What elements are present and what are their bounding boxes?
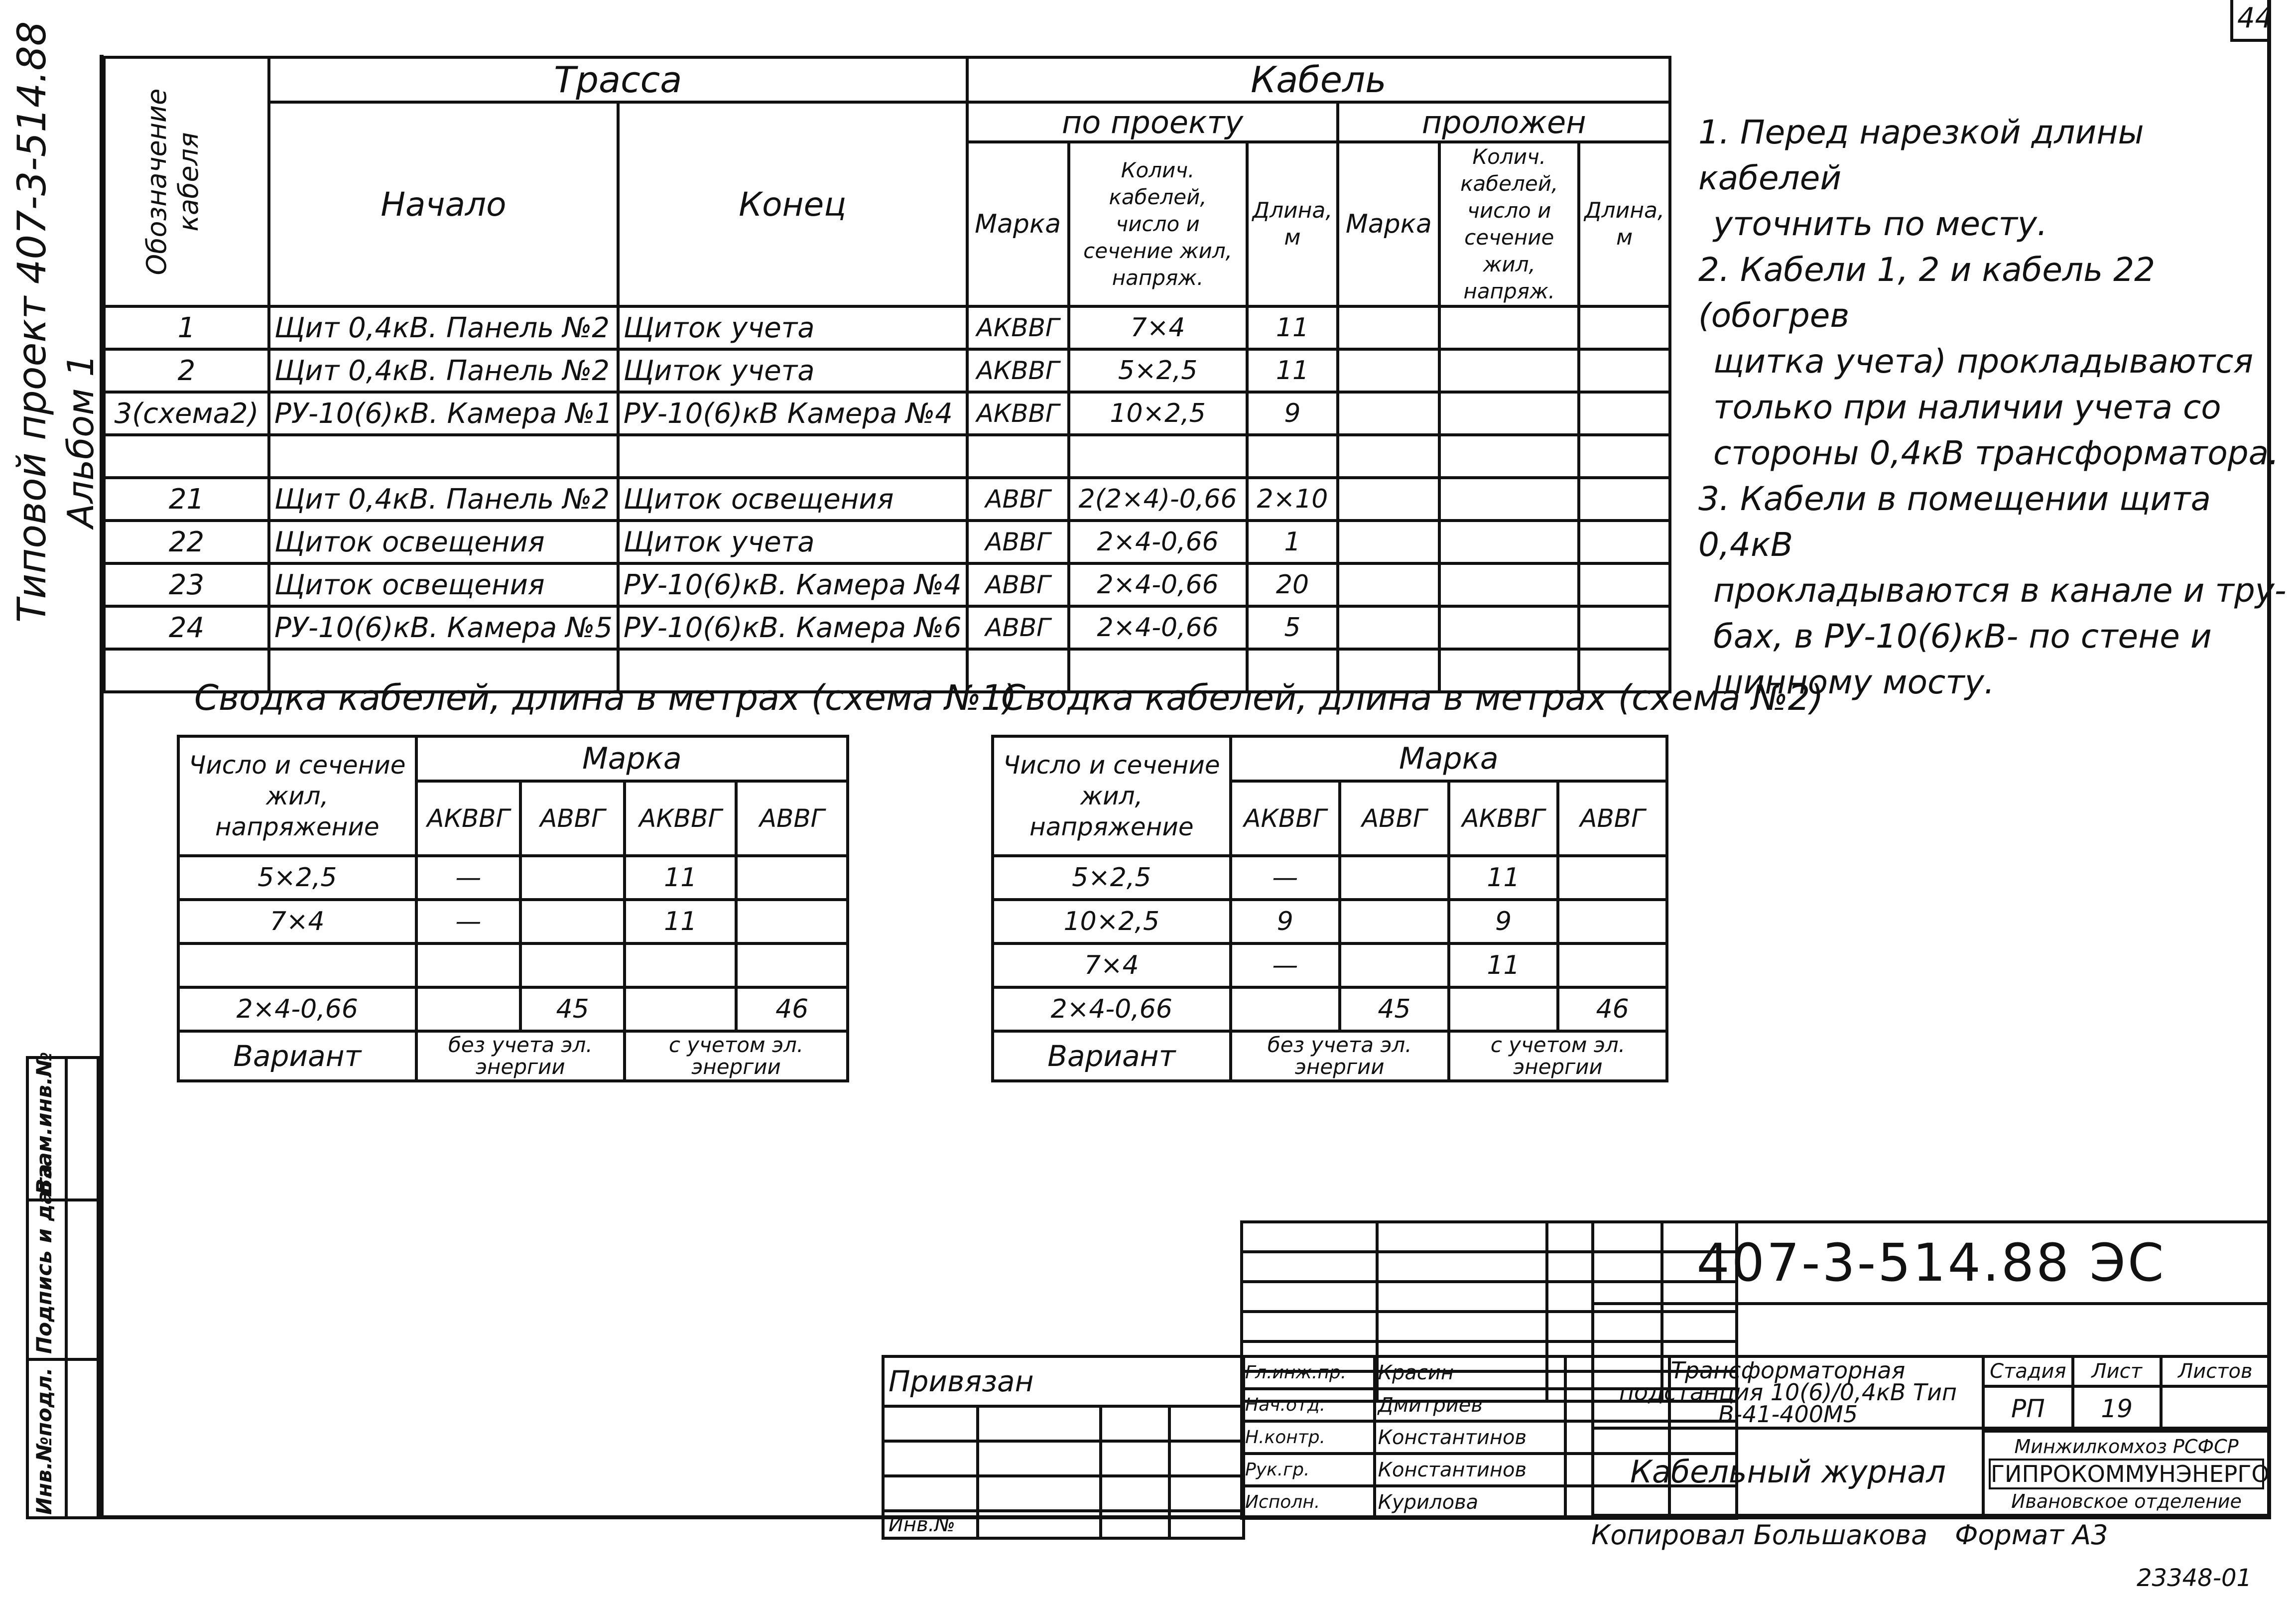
cell-section-laid: [1439, 478, 1579, 521]
docname-box: [1591, 1427, 1985, 1517]
cell-length: [520, 856, 625, 900]
cell-length: —: [416, 900, 521, 943]
cell-length: [736, 943, 848, 987]
cell-section-laid: [1439, 521, 1579, 563]
cell-brand-laid: [1338, 478, 1439, 521]
cell-length: —: [416, 856, 521, 900]
cell-designation: 22: [104, 521, 269, 563]
corner-box-bottom: [2230, 39, 2270, 42]
code-box: [1591, 1220, 2271, 1305]
document-name: Кабельный журнал: [1630, 1454, 1946, 1490]
note-line: 3. Кабели в помещении щита 0,4кВ: [1698, 480, 2211, 564]
summary1-with-metering: с учетом эл. энергии: [625, 1031, 848, 1081]
cell-length: 11: [1247, 349, 1338, 392]
cell-length: 1: [1247, 521, 1338, 563]
summary1-no-metering: без учета эл. энергии: [416, 1031, 625, 1081]
cell-length-laid: [1579, 606, 1670, 649]
cell-length: [1340, 900, 1449, 943]
cell-length: 11: [625, 856, 736, 900]
signature-role: Исполн.: [1242, 1486, 1375, 1518]
header-start: Начало: [269, 102, 618, 306]
cell-length: 9: [1449, 900, 1558, 943]
cell-end: Щиток освещения: [618, 478, 967, 521]
cell-length: [1247, 435, 1338, 478]
cell-brand-laid: [1338, 606, 1439, 649]
cell-section: 5×2,5: [993, 856, 1231, 900]
side-title-line2: Альбом 1: [60, 354, 102, 528]
cell-end: Щиток учета: [618, 349, 967, 392]
cell-length: [416, 987, 521, 1031]
cell-section: 2×4-0,66: [178, 987, 416, 1031]
cell-length: [520, 900, 625, 943]
summary2-col: АВВГ: [1340, 781, 1449, 856]
cell-section: [1069, 435, 1247, 478]
signature-name: Красин: [1375, 1356, 1566, 1389]
summary2-table: [991, 735, 1668, 1082]
note-line: шинному мосту.: [1713, 663, 1995, 701]
header-designation: Обозначение кабеля: [104, 57, 269, 306]
corner-box-left: [2230, 0, 2233, 40]
cell-length: 11: [625, 900, 736, 943]
stage-table: [1982, 1355, 2271, 1433]
summary1-head-brand: Марка: [416, 736, 848, 781]
cable-journal-table: [103, 56, 1671, 693]
cell-length: 46: [1558, 987, 1667, 1031]
table-row: [104, 349, 1670, 392]
header-section-laid: Колич. кабелей, число и сечение жил, напряж.: [1439, 142, 1579, 306]
summary2-col: АКВВГ: [1449, 781, 1558, 856]
cell-start: Щит 0,4кВ. Панель №2: [269, 349, 618, 392]
cell-start: Щиток освещения: [269, 521, 618, 563]
summary1-col: АВВГ: [736, 781, 848, 856]
header-laid: проложен: [1338, 102, 1670, 142]
summary1-variant: Вариант: [178, 1031, 416, 1081]
archive-number: 23348-01: [2137, 1564, 2252, 1592]
sheets-value: [2161, 1386, 2270, 1431]
cell-length: [625, 987, 736, 1031]
summary2-head-left: Число и сечение жил, напряжение: [993, 736, 1231, 856]
cell-length: [1558, 943, 1667, 987]
header-end: Конец: [618, 102, 967, 306]
cell-brand-laid: [1338, 563, 1439, 606]
object-box: [1591, 1355, 1985, 1430]
cell-brand: АВВГ: [967, 606, 1069, 649]
side-stamp-sign: Подпись и дата: [32, 1164, 56, 1354]
cell-length: 5: [1247, 606, 1338, 649]
summary1-col: АВВГ: [520, 781, 625, 856]
summary1-head-left: Число и сечение жил, напряжение: [178, 736, 416, 856]
cell-length: [736, 856, 848, 900]
sheet-label: Лист: [2073, 1356, 2161, 1386]
cell-section: 10×2,5: [1069, 392, 1247, 435]
cell-section: [178, 943, 416, 987]
table-row: [104, 392, 1670, 435]
sheet-value: 19: [2073, 1386, 2161, 1431]
cell-length-laid: [1579, 563, 1670, 606]
summary1-title: Сводка кабелей, длина в метрах (схема №1): [194, 677, 1017, 718]
cell-length-laid: [1579, 478, 1670, 521]
cell-section-laid: [1439, 563, 1579, 606]
org-line1: Минжилкомхоз РСФСР: [2014, 1436, 2239, 1458]
cell-length: 45: [520, 987, 625, 1031]
cell-length: 20: [1247, 563, 1338, 606]
cell-start: Щит 0,4кВ. Панель №2: [269, 306, 618, 349]
cell-length-laid: [1579, 306, 1670, 349]
summary1-col: АКВВГ: [625, 781, 736, 856]
cell-section: 2×4-0,66: [1069, 606, 1247, 649]
cell-section-laid: [1439, 306, 1579, 349]
blank-box: [1591, 1302, 2271, 1358]
cell-start: Щит 0,4кВ. Панель №2: [269, 478, 618, 521]
cell-length: —: [1231, 856, 1340, 900]
cell-brand: [967, 435, 1069, 478]
cell-brand-laid: [1338, 435, 1439, 478]
side-stamp: [26, 1052, 100, 1519]
header-cable: Кабель: [967, 57, 1670, 102]
summary2-head-brand: Марка: [1231, 736, 1667, 781]
cell-length: 11: [1247, 306, 1338, 349]
cell-length: [416, 943, 521, 987]
note-line: бах, в РУ-10(6)кВ- по стене и: [1713, 617, 2212, 656]
cell-length-laid: [1579, 392, 1670, 435]
cell-section-laid: [1439, 392, 1579, 435]
cell-section: 2(2×4)-0,66: [1069, 478, 1247, 521]
table-row: [104, 435, 1670, 478]
cell-length: 11: [1449, 943, 1558, 987]
org-line3: Ивановское отделение: [2011, 1490, 2242, 1512]
summary1-col: АКВВГ: [416, 781, 521, 856]
cell-designation: 1: [104, 306, 269, 349]
sheet-corner-number: 44: [2237, 2, 2273, 34]
cell-length: [1340, 856, 1449, 900]
cell-start: РУ-10(6)кВ. Камера №1: [269, 392, 618, 435]
cell-brand-laid: [1338, 349, 1439, 392]
note-line: уточнить по месту.: [1713, 205, 2047, 243]
note-line: прокладываются в канале и тру-: [1713, 571, 2287, 610]
cell-brand: АВВГ: [967, 478, 1069, 521]
cell-designation: 24: [104, 606, 269, 649]
cell-section-laid: [1439, 606, 1579, 649]
header-route: Трасса: [269, 57, 967, 102]
cell-section: 5×2,5: [178, 856, 416, 900]
side-stamp-replace: Взам.инв.№: [32, 1052, 56, 1195]
summary2-col: АВВГ: [1558, 781, 1667, 856]
cell-length-laid: [1579, 521, 1670, 563]
summary2-col: АКВВГ: [1231, 781, 1340, 856]
cell-brand: АВВГ: [967, 521, 1069, 563]
cell-length: 11: [1449, 856, 1558, 900]
cell-section-laid: [1439, 349, 1579, 392]
stage-label: Стадия: [1983, 1356, 2073, 1386]
cell-end: РУ-10(6)кВ Камера №4: [618, 392, 967, 435]
cell-section: 2×4-0,66: [1069, 521, 1247, 563]
summary2-title: Сводка кабелей, длина в метрах (схема №2): [1001, 677, 1824, 718]
cell-length: [1231, 987, 1340, 1031]
cell-brand: АКВВГ: [967, 349, 1069, 392]
format: Формат А3: [1955, 1519, 2108, 1551]
cell-designation: 3(схема2): [104, 392, 269, 435]
cell-end: РУ-10(6)кВ. Камера №6: [618, 606, 967, 649]
header-section-project: Колич. кабелей, число и сечение жил, напряж.: [1069, 142, 1247, 306]
cell-section: 7×4: [178, 900, 416, 943]
cell-length: [520, 943, 625, 987]
cell-brand-laid: [1338, 392, 1439, 435]
cell-length: [1558, 856, 1667, 900]
cell-start: [269, 435, 618, 478]
cell-length: [1340, 943, 1449, 987]
cell-designation: 2: [104, 349, 269, 392]
signature-name: Курилова: [1375, 1486, 1566, 1518]
cell-section: 7×4: [1069, 306, 1247, 349]
cell-section: 2×4-0,66: [1069, 563, 1247, 606]
cell-end: РУ-10(6)кВ. Камера №4: [618, 563, 967, 606]
cell-section: 2×4-0,66: [993, 987, 1231, 1031]
cell-length-laid: [1579, 435, 1670, 478]
cell-section: 5×2,5: [1069, 349, 1247, 392]
summary2-no-metering: без учета эл. энергии: [1231, 1031, 1449, 1081]
cell-length: 45: [1340, 987, 1449, 1031]
cell-section-laid: [1439, 435, 1579, 478]
side-stamp-inv: Инв.№подл.: [32, 1367, 56, 1515]
side-title-line1: Типовой проект 407-3-514.88: [10, 21, 55, 623]
table-row: [178, 943, 848, 987]
document-code: 407-3-514.88 ЭС: [1696, 1232, 2166, 1293]
cell-length: [736, 900, 848, 943]
cell-end: Щиток учета: [618, 306, 967, 349]
note-line: 1. Перед нарезкой длины кабелей: [1698, 113, 2144, 197]
cell-start: РУ-10(6)кВ. Камера №5: [269, 606, 618, 649]
signature-role: Рук.гр.: [1242, 1454, 1375, 1486]
cell-length: [1449, 987, 1558, 1031]
note-line: щитка учета) прокладываются: [1713, 342, 2254, 381]
cell-designation: [104, 435, 269, 478]
summary1-table: [177, 735, 849, 1082]
signature-name: Дмитриев: [1375, 1389, 1566, 1421]
summary2-with-metering: с учетом эл. энергии: [1449, 1031, 1667, 1081]
notes: [1698, 110, 2296, 705]
cell-section: 10×2,5: [993, 900, 1231, 943]
summary2-variant: Вариант: [993, 1031, 1231, 1081]
cell-brand-laid: [1338, 521, 1439, 563]
signature-role: Н.контр.: [1242, 1421, 1375, 1454]
inv-label: Инв.№: [883, 1511, 978, 1538]
table-row: [993, 987, 1667, 1031]
table-row: [104, 563, 1670, 606]
table-row: [178, 987, 848, 1031]
table-row: [104, 521, 1670, 563]
table-row: [993, 943, 1667, 987]
header-length-laid: Длина, м: [1579, 142, 1670, 306]
cell-length: 46: [736, 987, 848, 1031]
table-row: [178, 900, 848, 943]
signature-name: Константинов: [1375, 1421, 1566, 1454]
signature-name: Константинов: [1375, 1454, 1566, 1486]
cell-length: [625, 943, 736, 987]
cell-start: Щиток освещения: [269, 563, 618, 606]
cell-brand: АКВВГ: [967, 306, 1069, 349]
table-row: [104, 606, 1670, 649]
cell-brand-laid: [1338, 306, 1439, 349]
object-name: Трансформаторная подстанция 10(6)/0,4кВ Тип В-41-400М5: [1619, 1357, 1957, 1428]
signature-role: Гл.инж.пр.: [1242, 1356, 1375, 1389]
note-line: только при наличии учета со: [1713, 388, 2221, 426]
table-row: [178, 856, 848, 900]
table-row: [104, 478, 1670, 521]
cell-length-laid: [1579, 349, 1670, 392]
cell-section: 7×4: [993, 943, 1231, 987]
cell-length: 9: [1231, 900, 1340, 943]
cell-designation: 23: [104, 563, 269, 606]
copied-by: Копировал Большакова: [1591, 1519, 1928, 1551]
table-row: [993, 900, 1667, 943]
signature-role: Нач.отд.: [1242, 1389, 1375, 1421]
header-brand-laid: Марка: [1338, 142, 1439, 306]
bound-label: Привязан: [883, 1356, 1244, 1406]
cell-end: Щиток учета: [618, 521, 967, 563]
cell-brand: АВВГ: [967, 563, 1069, 606]
org-box: [1982, 1427, 2271, 1517]
bound-block: [882, 1355, 1245, 1540]
org-line2: ГИПРОКОММУНЭНЕРГО: [1989, 1459, 2264, 1489]
table-row: [104, 306, 1670, 349]
cell-brand: АКВВГ: [967, 392, 1069, 435]
header-brand-project: Марка: [967, 142, 1069, 306]
note-line: стороны 0,4кВ трансформатора.: [1713, 434, 2280, 472]
table-row: [993, 856, 1667, 900]
header-length-project: Длина, м: [1247, 142, 1338, 306]
stage-value: РП: [1983, 1386, 2073, 1431]
cell-length: 2×10: [1247, 478, 1338, 521]
note-line: 2. Кабели 1, 2 и кабель 22 (обогрев: [1698, 251, 2156, 335]
header-by-project: по проекту: [967, 102, 1338, 142]
cell-designation: 21: [104, 478, 269, 521]
cell-length: —: [1231, 943, 1340, 987]
cell-length: [1558, 900, 1667, 943]
cell-length: 9: [1247, 392, 1338, 435]
cell-end: [618, 435, 967, 478]
sheets-label: Листов: [2161, 1356, 2270, 1386]
